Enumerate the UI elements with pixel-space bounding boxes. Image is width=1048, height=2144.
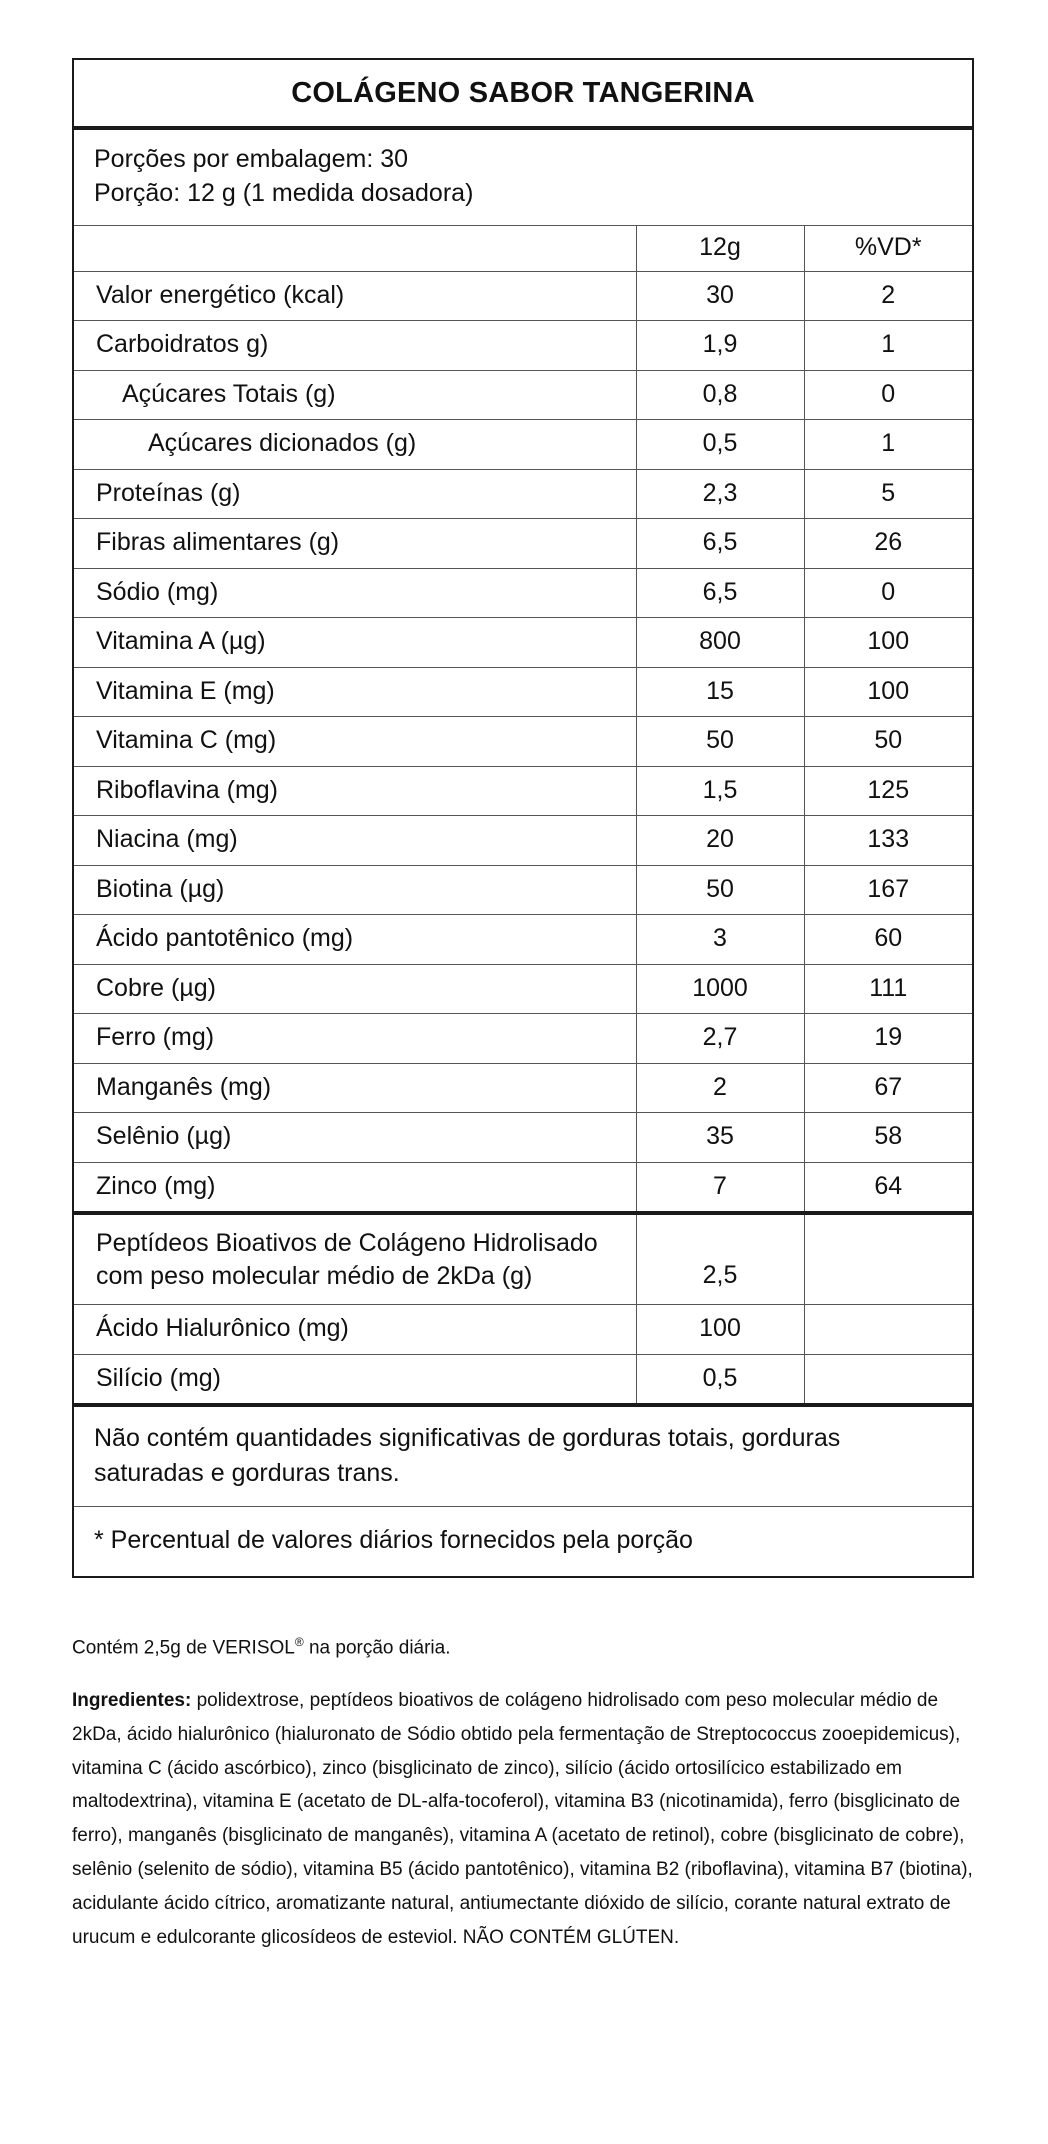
- column-header-dv: %VD*: [804, 226, 972, 272]
- nutrient-name: Ácido Hialurônico (mg): [74, 1305, 636, 1355]
- nutrient-daily-value: [804, 1213, 972, 1305]
- column-header-amount: 12g: [636, 226, 804, 272]
- nutrient-daily-value: 2: [804, 271, 972, 321]
- footnote-daily-values: * Percentual de valores diários fornecidos pela porção: [94, 1526, 693, 1555]
- nutrient-amount: 1,9: [636, 321, 804, 371]
- table-row: [74, 271, 972, 321]
- table-row: [74, 321, 972, 371]
- nutrient-amount: 1000: [636, 964, 804, 1014]
- verisol-note-prefix: Contém 2,5g de VERISOL: [72, 1637, 295, 1659]
- nutrition-facts-panel: [72, 58, 974, 1578]
- nutrient-daily-value: 60: [804, 915, 972, 965]
- ingredients-text: polidextrose, peptídeos bioativos de colágeno hidrolisado com peso molecular médio de 2kDa, ácido hialurônico (hialuronato de Sódio obtido pela fermentação de Streptococcus zooepidemicus), vitamina C (ácido ascórbico), zinco (bisglicinato de zinco), silício (ácido ortosilícico estabilizado em maltodextrina), vitamina E (acetato de DL-alfa-tocoferol), vitamina B3 (nicotinamida), ferro (bisglicinato de ferro), manganês (bisglicinato de manganês), vitamina A (acetato de retinol), cobre (bisglicinato de cobre), selênio (selenito de sódio), vitamina B5 (ácido pantotênico), vitamina B2 (riboflavina), vitamina B7 (biotina), acidulante ácido cítrico, aromatizante natural, antiumectante dióxido de silício, corante natural extrato de urucum e edulcorante glicosídeos de esteviol. NÃO CONTÉM GLÚTEN.: [72, 1689, 973, 1948]
- verisol-note: [72, 1634, 980, 1662]
- nutrient-name: Açúcares Totais (g): [74, 370, 636, 420]
- nutrient-name: Fibras alimentares (g): [74, 519, 636, 569]
- nutrient-name: Valor energético (kcal): [74, 271, 636, 321]
- nutrient-daily-value: 100: [804, 618, 972, 668]
- nutrient-name: Proteínas (g): [74, 469, 636, 519]
- nutrient-amount: 0,5: [636, 1354, 804, 1405]
- nutrient-amount: 2,5: [636, 1213, 804, 1305]
- table-row: [74, 865, 972, 915]
- table-row: [74, 1113, 972, 1163]
- table-row: [74, 568, 972, 618]
- nutrient-amount: 15: [636, 667, 804, 717]
- nutrient-name: Ácido pantotênico (mg): [74, 915, 636, 965]
- nutrient-amount: 100: [636, 1305, 804, 1355]
- nutrient-amount: 50: [636, 865, 804, 915]
- ingredients-paragraph: [72, 1684, 980, 1955]
- nutrient-name: Niacina (mg): [74, 816, 636, 866]
- nutrition-table-body: [74, 271, 972, 1405]
- nutrient-daily-value: 1: [804, 420, 972, 470]
- nutrient-amount: 1,5: [636, 766, 804, 816]
- table-row: [74, 667, 972, 717]
- servings-per-package: Porções por embalagem: 30: [94, 144, 409, 173]
- nutrient-name: Cobre (µg): [74, 964, 636, 1014]
- nutrient-daily-value: [804, 1305, 972, 1355]
- nutrient-name: Vitamina E (mg): [74, 667, 636, 717]
- nutrient-name: Vitamina C (mg): [74, 717, 636, 767]
- table-row: [74, 964, 972, 1014]
- nutrient-daily-value: 64: [804, 1162, 972, 1213]
- below-panel-text: [72, 1634, 980, 1954]
- serving-info-block: [74, 130, 972, 226]
- nutrient-name: Ferro (mg): [74, 1014, 636, 1064]
- nutrient-name: Carboidratos g): [74, 321, 636, 371]
- nutrient-daily-value: 111: [804, 964, 972, 1014]
- nutrient-name: Vitamina A (µg): [74, 618, 636, 668]
- table-row: [74, 1305, 972, 1355]
- nutrient-daily-value: 26: [804, 519, 972, 569]
- registered-trademark-icon: ®: [294, 1635, 304, 1649]
- table-row: [74, 469, 972, 519]
- nutrient-amount: 50: [636, 717, 804, 767]
- nutrient-amount: 2,7: [636, 1014, 804, 1064]
- nutrient-name: Sódio (mg): [74, 568, 636, 618]
- serving-size: Porção: 12 g (1 medida dosadora): [94, 179, 474, 208]
- nutrient-name: Biotina (µg): [74, 865, 636, 915]
- nutrient-daily-value: 125: [804, 766, 972, 816]
- nutrient-amount: 35: [636, 1113, 804, 1163]
- nutrient-amount: 30: [636, 271, 804, 321]
- nutrient-daily-value: 19: [804, 1014, 972, 1064]
- nutrient-daily-value: 5: [804, 469, 972, 519]
- nutrient-daily-value: [804, 1354, 972, 1405]
- table-row: [74, 1014, 972, 1064]
- nutrient-name: Riboflavina (mg): [74, 766, 636, 816]
- nutrient-daily-value: 58: [804, 1113, 972, 1163]
- nutrient-daily-value: 0: [804, 568, 972, 618]
- nutrient-daily-value: 1: [804, 321, 972, 371]
- page-title: COLÁGENO SABOR TANGERINA: [74, 60, 972, 130]
- nutrient-amount: 3: [636, 915, 804, 965]
- nutrient-amount: 6,5: [636, 568, 804, 618]
- nutrient-name: Selênio (µg): [74, 1113, 636, 1163]
- footnote-fat: Não contém quantidades significativas de gorduras totais, gorduras saturadas e gorduras trans.: [74, 1407, 972, 1507]
- table-row: [74, 1213, 972, 1305]
- table-row: [74, 816, 972, 866]
- nutrient-daily-value: 50: [804, 717, 972, 767]
- nutrient-name: Zinco (mg): [74, 1162, 636, 1213]
- table-row: [74, 618, 972, 668]
- table-row: [74, 766, 972, 816]
- table-header-row: [74, 226, 972, 272]
- nutrition-table: [74, 226, 972, 1408]
- nutrient-amount: 0,5: [636, 420, 804, 470]
- nutrient-name: Peptídeos Bioativos de Colágeno Hidrolisado com peso molecular médio de 2kDa (g): [74, 1213, 636, 1305]
- table-row: [74, 915, 972, 965]
- nutrient-daily-value: 133: [804, 816, 972, 866]
- nutrient-amount: 800: [636, 618, 804, 668]
- verisol-note-suffix: na porção diária.: [303, 1637, 451, 1659]
- nutrient-amount: 2: [636, 1063, 804, 1113]
- column-header-nutrient: [74, 226, 636, 272]
- nutrient-amount: 0,8: [636, 370, 804, 420]
- nutrient-daily-value: 0: [804, 370, 972, 420]
- nutrient-daily-value: 167: [804, 865, 972, 915]
- nutrient-daily-value: 67: [804, 1063, 972, 1113]
- table-row: [74, 1162, 972, 1213]
- table-row: [74, 519, 972, 569]
- nutrient-name: Açúcares dicionados (g): [74, 420, 636, 470]
- nutrient-name: Manganês (mg): [74, 1063, 636, 1113]
- table-row: [74, 1354, 972, 1405]
- nutrient-amount: 6,5: [636, 519, 804, 569]
- table-row: [74, 370, 972, 420]
- nutrient-daily-value: 100: [804, 667, 972, 717]
- nutrient-name: Silício (mg): [74, 1354, 636, 1405]
- table-row: [74, 420, 972, 470]
- nutrient-amount: 20: [636, 816, 804, 866]
- table-row: [74, 1063, 972, 1113]
- nutrient-amount: 2,3: [636, 469, 804, 519]
- ingredients-label: Ingredientes:: [72, 1689, 192, 1711]
- nutrient-amount: 7: [636, 1162, 804, 1213]
- table-row: [74, 717, 972, 767]
